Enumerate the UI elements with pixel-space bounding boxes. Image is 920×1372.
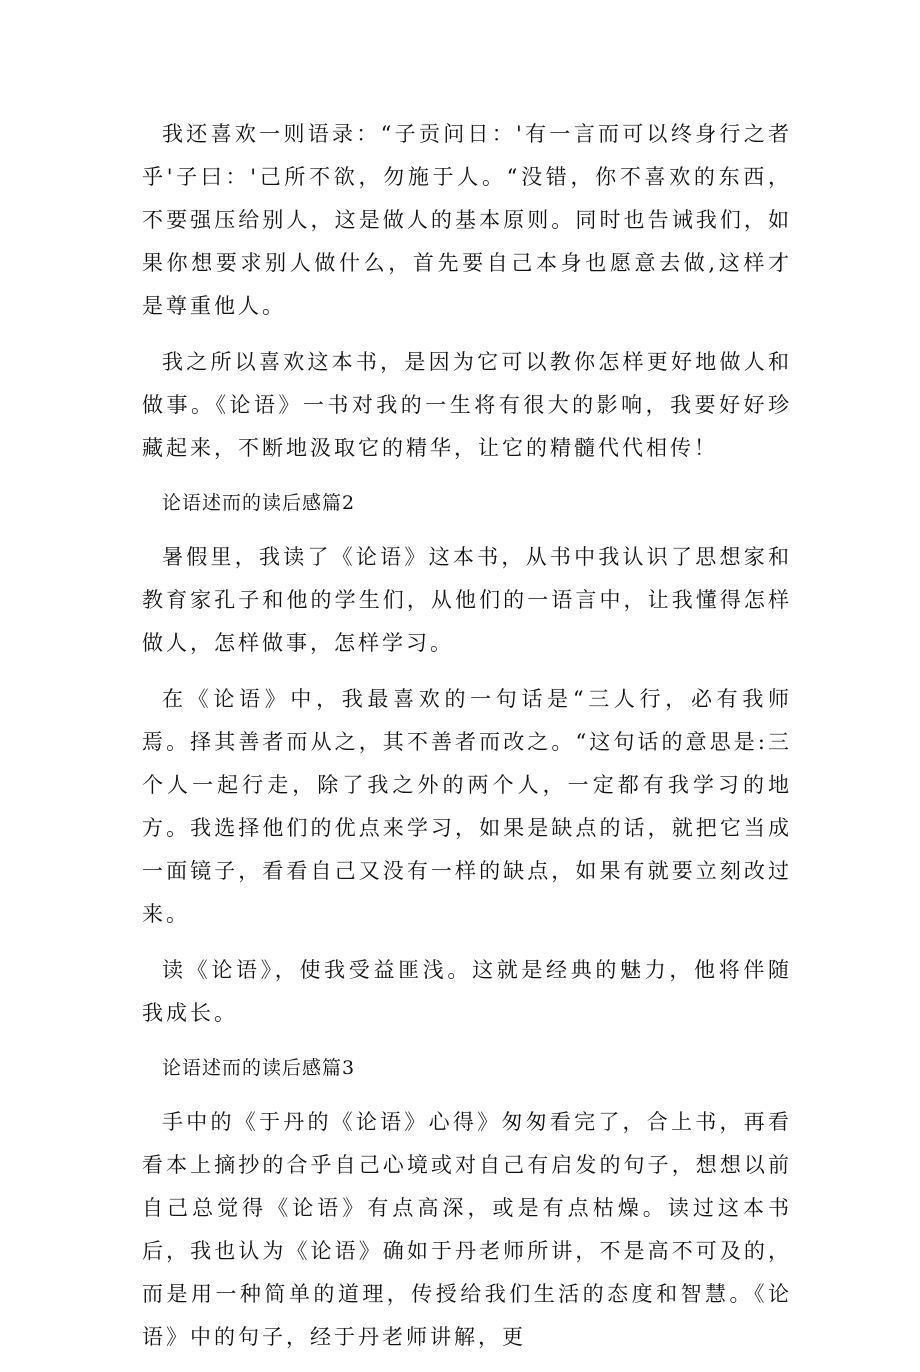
document-body — [142, 113, 792, 1372]
paragraph-three-people: 在《论语》中，我最喜欢的一句话是“三人行，必有我师焉。择其善者而从之，其不善者而改之。“这句话的意思是:三个人一起行走，除了我之外的两个人，一定都有我学习的地方。我选择他们的优点来学习，如果是缺点的话，就把它当成一面镜子，看看自己又没有一样的缺点，如果有就要立刻改过来。 — [142, 687, 792, 926]
section-heading-3: 论语述而的读后感篇3 — [162, 1057, 356, 1079]
paragraph-summer-reading: 暑假里，我读了《论语》这本书，从书中我认识了思想家和教育家孔子和他的学生们，从他们的一语言中，让我懂得怎样做人，怎样做事，怎样学习。 — [142, 545, 792, 655]
paragraph-benefit: 读《论语》，使我受益匪浅。这就是经典的魅力，他将伴随我成长。 — [142, 958, 792, 1025]
paragraph-yudan-insights: 手中的《于丹的《论语》心得》匆匆看完了，合上书，再看看本上摘抄的合乎自己心境或对自己有启发的句子，想想以前自己总觉得《论语》有点高深，或是有点枯燥。读过这本书后，我也认为《论语》确如于丹老师所讲，不是高不可及的，而是用一种简单的道理，传授给我们生活的态度和智慧。《论语》中的句子，经于丹老师讲解，更 — [142, 1110, 792, 1349]
paragraph-why-like-book: 我之所以喜欢这本书，是因为它可以教你怎样更好地做人和做事。《论语》一书对我的一生将有很大的影响，我要好好珍藏起来，不断地汲取它的精华，让它的精髓代代相传！ — [142, 350, 792, 460]
section-heading-2: 论语述而的读后感篇2 — [162, 492, 356, 514]
paragraph-golden-rule: 我还喜欢一则语录：“子贡问日：'有一言而可以终身行之者乎'子曰：'己所不欲，勿施于人。“没错，你不喜欢的东西，不要强压给别人，这是做人的基本原则。同时也告诫我们，如果你想要求别人做什么，首先要自己本身也愿意去做,这样才是尊重他人。 — [142, 122, 792, 318]
